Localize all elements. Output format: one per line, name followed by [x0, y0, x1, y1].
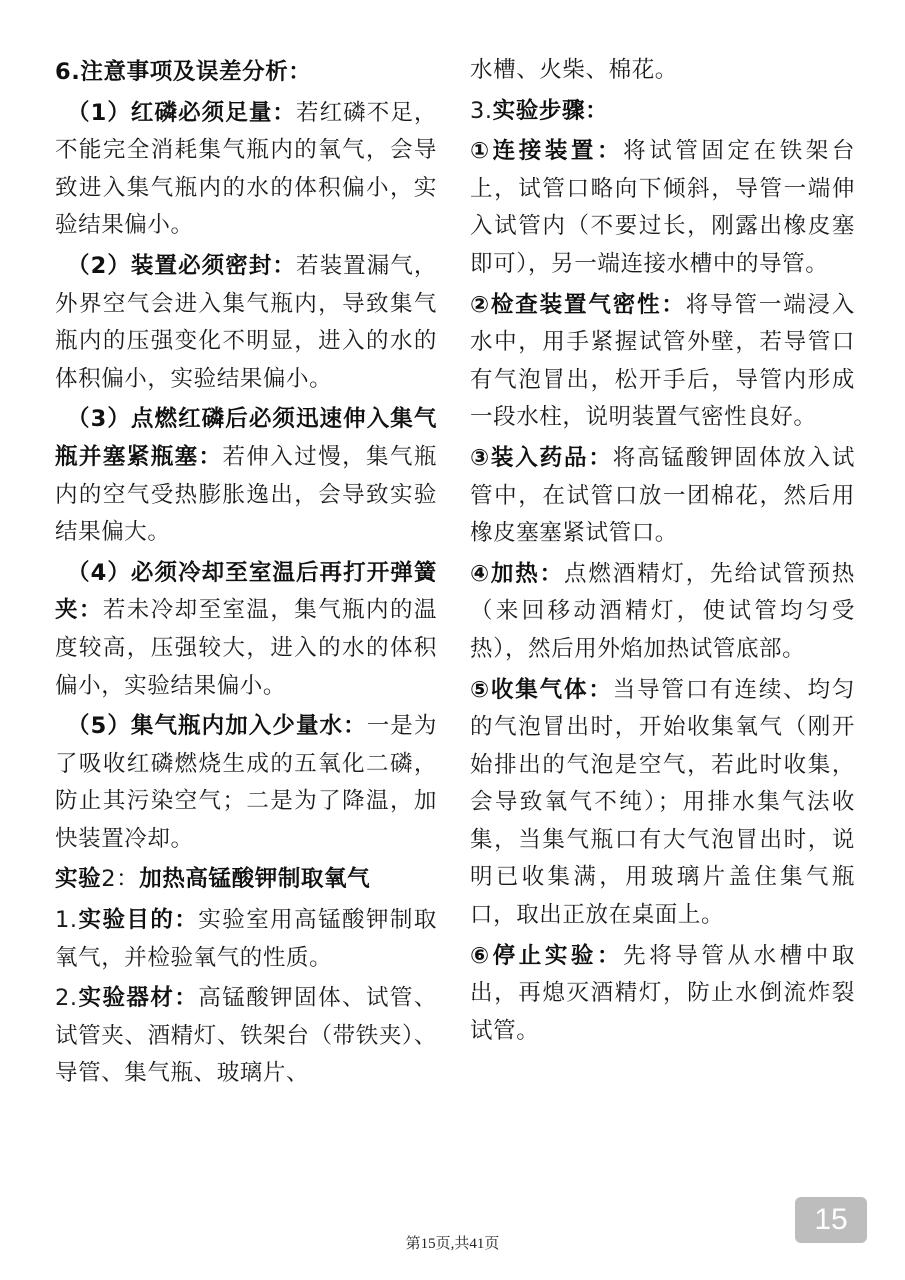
- step-6-heading: ⑥停止实验：: [470, 942, 624, 969]
- note-item-1-heading: （1）红磷必须足量：: [67, 99, 296, 126]
- note-item-5: [55, 708, 437, 858]
- step-1-text: 将试管固定在铁架台上，试管口略向下倾斜，导管一端伸入试管内（不要过长，刚露出橡皮塞即可），另一端连接水槽中的导管。: [470, 138, 855, 277]
- section-1-number: 1.: [55, 907, 78, 934]
- note-item-4: [55, 555, 437, 705]
- left-column: [55, 54, 437, 1093]
- page-footer: 第15页,共41页: [405, 1236, 500, 1252]
- note-item-4-heading: （4）必须冷却至室温后再打开弹簧夹：: [55, 559, 437, 624]
- section-2-equipment-continued: [470, 52, 855, 90]
- experiment-2-title-number: 2：: [101, 866, 140, 893]
- note-item-5-heading: （5）集气瓶内加入少量水：: [67, 713, 367, 740]
- section-3-title: [470, 93, 855, 131]
- right-column: [470, 52, 855, 1050]
- experiment-2-title-part2: 加热高锰酸钾制取氧气: [139, 866, 371, 893]
- page-number-badge: 15: [795, 1197, 867, 1243]
- section-3-number: 3.: [470, 97, 493, 124]
- experiment-2-title-part1: 实验: [55, 866, 102, 893]
- section-3-heading: 实验步骤：: [492, 97, 609, 124]
- step-3-heading: ③装入药品：: [470, 444, 613, 471]
- note-item-1-text: 若红磷不足，不能完全消耗集气瓶内的氧气，会导致进入集气瓶内的水的体积偏小，实验结果偏小。: [55, 99, 437, 239]
- section-2-text: 高锰酸钾固体、试管、试管夹、酒精灯、铁架台（带铁夹）、导管、集气瓶、玻璃片、: [55, 985, 437, 1087]
- note-item-1: [55, 95, 437, 245]
- step-3-text: 将高锰酸钾固体放入试管中，在试管口放一团棉花，然后用橡皮塞塞紧试管口。: [470, 444, 855, 547]
- step-1-heading: ①连接装置：: [470, 138, 624, 165]
- step-5-collect-gas: [470, 672, 855, 935]
- section-2-continued-text: 水槽、火柴、棉花。: [470, 57, 678, 83]
- section-1-purpose: [55, 902, 437, 977]
- note-item-5-text: 一是为了吸收红磷燃烧生成的五氧化二磷，防止其污染空气；二是为了降温，加快装置冷却。: [55, 713, 437, 852]
- step-3-load-reagent: [470, 440, 855, 553]
- section-2-number: 2.: [55, 985, 78, 1012]
- step-2-text: 将导管一端浸入水中，用手紧握试管外壁，若导管口有气泡冒出，松开手后，导管内形成一段水柱，说明装置气密性良好。: [470, 291, 856, 431]
- note-item-2: [55, 248, 437, 398]
- step-6-stop: [470, 938, 855, 1051]
- note-item-3: [55, 401, 437, 551]
- section-2-heading: 实验器材：: [77, 985, 199, 1012]
- step-4-heading: ④加热：: [470, 560, 564, 587]
- note-item-3-heading: （3）点燃红磷后必须迅速伸入集气瓶并塞紧瓶塞：: [55, 406, 437, 470]
- note-item-3-text: 若伸入过慢，集气瓶内的空气受热膨胀逸出，会导致实验结果偏大。: [55, 443, 437, 546]
- section-1-text: 实验室用高锰酸钾制取氧气，并检验氧气的性质。: [55, 907, 437, 971]
- section-2-equipment: [55, 980, 437, 1093]
- step-6-text: 先将导管从水槽中取出，再熄灭酒精灯，防止水倒流炸裂试管。: [470, 942, 855, 1044]
- step-5-heading: ⑤收集气体：: [470, 676, 613, 703]
- note-item-4-text: 若未冷却至室温，集气瓶内的温度较高，压强较大，进入的水的体积偏小，实验结果偏小。: [55, 597, 437, 699]
- step-1-connect: [470, 133, 855, 283]
- section-6-title: [55, 54, 437, 92]
- step-4-heating: [470, 556, 855, 669]
- step-2-heading: ②检查装置气密性：: [470, 291, 686, 318]
- step-2-airtightness: [470, 287, 855, 437]
- experiment-2-title: [55, 861, 437, 899]
- step-4-text: 点燃酒精灯，先给试管预热（来回移动酒精灯，使试管均匀受热），然后用外焰加热试管底部。: [470, 560, 856, 662]
- note-item-2-text: 若装置漏气，外界空气会进入集气瓶内，导致集气瓶内的压强变化不明显，进入的水的体积偏小，实验结果偏小。: [55, 252, 437, 392]
- step-5-text: 当导管口有连续、均匀的气泡冒出时，开始收集氧气（刚开始排出的气泡是空气，若此时收集，会导致氧气不纯）；用排水集气法收集，当集气瓶口有大气泡冒出时，说明已收集满，用玻璃片盖住集气瓶口，取出正放在桌面上。: [470, 676, 855, 929]
- note-item-2-heading: （2）装置必须密封：: [67, 252, 296, 279]
- section-1-heading: 实验目的：: [77, 907, 199, 934]
- section-6-title-text: 6.注意事项及误差分析：: [55, 59, 312, 85]
